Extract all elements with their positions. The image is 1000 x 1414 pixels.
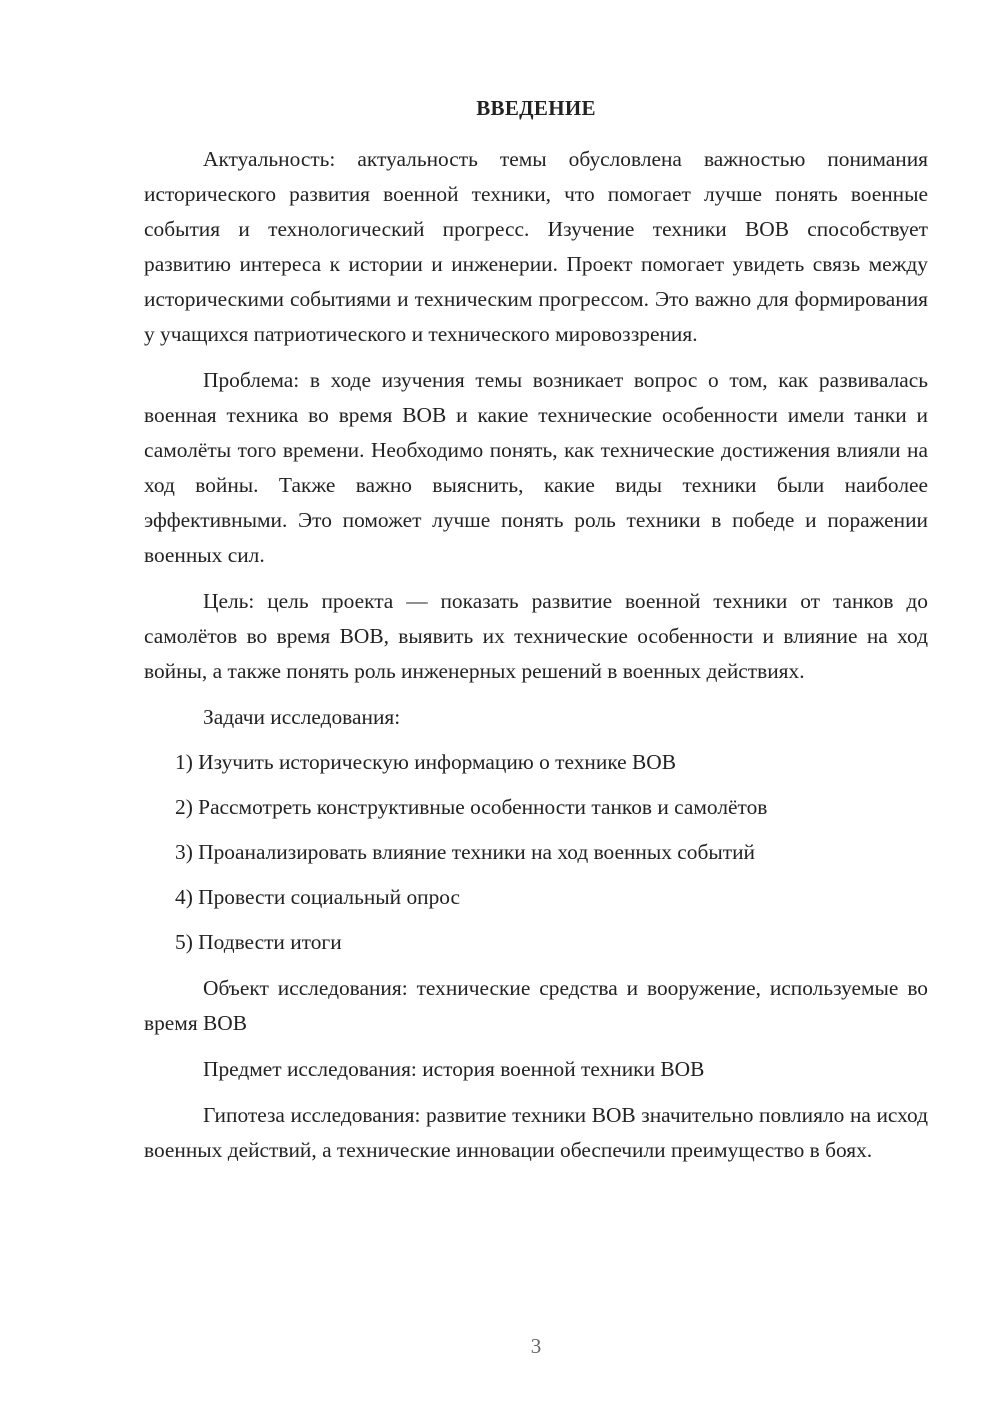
document-body bbox=[144, 142, 928, 1168]
paragraph-problem: Проблема: в ходе изучения темы возникает вопрос о том, как развивалась военная техника во время ВОВ и какие технические особенности имели танки и самолёты того времени. Необходимо понять, как технические достижения влияли на ход войны. Также важно выяснить, какие виды техники были наиболее эффективными. Это поможет лучше понять роль техники в победе и поражении военных сил. bbox=[144, 368, 928, 567]
paragraph-object: Объект исследования: технические средства и вооружение, используемые во время ВОВ bbox=[144, 976, 928, 1035]
paragraph-hypothesis: Гипотеза исследования: развитие техники ВОВ значительно повлияло на исход военных действий, а технические инновации обеспечили преимущество в боях. bbox=[144, 1103, 928, 1162]
task-item: 5) Подвести итоги bbox=[175, 930, 342, 954]
paragraph-goal: Цель: цель проекта — показать развитие военной техники от танков до самолётов во время ВОВ, выявить их технические особенности и влияние на ход войны, а также понять роль инженерных решений в военных действиях. bbox=[144, 589, 928, 683]
task-item: 2) Рассмотреть конструктивные особенности танков и самолётов bbox=[175, 795, 768, 819]
task-item: 3) Проанализировать влияние техники на ход военных событий bbox=[175, 840, 755, 864]
task-item: 1) Изучить историческую информацию о технике ВОВ bbox=[175, 750, 677, 774]
task-item: 4) Провести социальный опрос bbox=[175, 885, 461, 909]
tasks-title: Задачи исследования: bbox=[203, 705, 401, 729]
page-number: 3 bbox=[530, 1334, 542, 1358]
page-heading: ВВЕДЕНИЕ bbox=[476, 96, 596, 120]
paragraph-subject: Предмет исследования: история военной техники ВОВ bbox=[203, 1057, 705, 1081]
paragraph-relevance: Актуальность: актуальность темы обусловлена важностью понимания исторического развития военной техники, что помогает лучше понять военные события и технологический прогресс. Изучение техники ВОВ способствует развитию интереса к истории и инженерии. Проект помогает увидеть связь между историческими событиями и техническим прогрессом. Это важно для формирования у учащихся патриотического и технического мировоззрения. bbox=[144, 147, 928, 346]
